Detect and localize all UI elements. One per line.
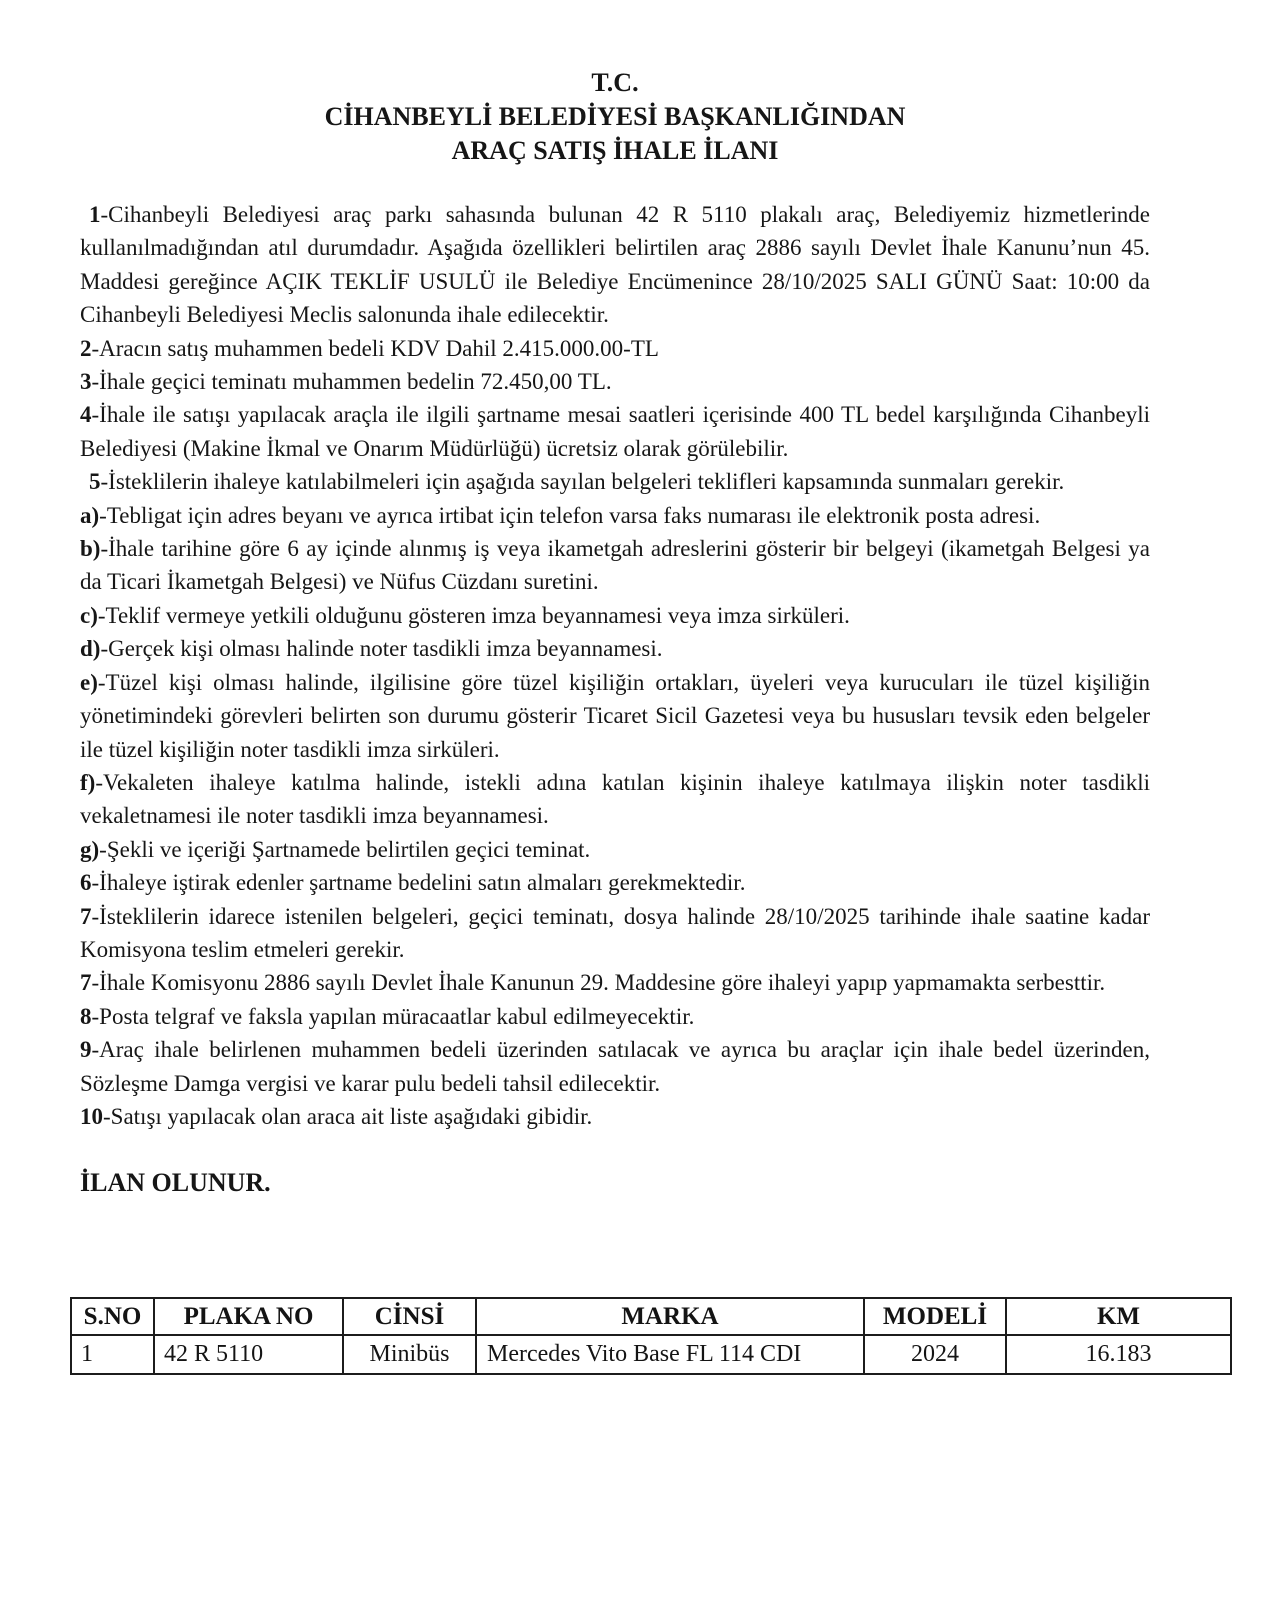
paragraph-1	[80, 198, 1150, 332]
cell-cinsi: Minibüs	[343, 1335, 476, 1374]
paragraph-lead: b)	[80, 536, 101, 562]
document-header	[80, 66, 1150, 168]
paragraph-lead: 7	[80, 903, 92, 929]
paragraph-lead: 10	[80, 1103, 103, 1129]
paragraph-6	[80, 866, 1150, 899]
paragraph-5	[80, 465, 1150, 498]
table-row	[71, 1335, 1231, 1374]
paragraph-text: -İhale tarihine göre 6 ay içinde alınmış iş veya ikametgah adreslerini gösterir bir belgeyi (ikametgah Belgesi ya da Ticari İkametgah Belgesi) ve Nüfus Cüzdanı suretini.	[80, 536, 1150, 595]
paragraph-text: -Aracın satış muhammen bedeli KDV Dahil 2.415.000.00-TL	[91, 335, 659, 361]
paragraph-lead: 9	[80, 1037, 92, 1063]
paragraph-3	[80, 365, 1150, 398]
title-tc: T.C.	[591, 68, 639, 97]
paragraph-lead: c)	[80, 602, 98, 628]
paragraph-text: -İsteklilerin ihaleye katılabilmeleri için aşağıda sayılan belgeleri teklifleri kapsamında sunmaları gerekir.	[100, 469, 1065, 495]
paragraph-lead: g)	[80, 836, 100, 862]
paragraph-lead: e)	[80, 669, 98, 695]
paragraph-a	[80, 499, 1150, 532]
paragraph-10	[80, 1100, 1150, 1133]
paragraph-8	[80, 1000, 1150, 1033]
paragraph-lead: 3	[80, 369, 92, 395]
paragraph-text: -İhale ile satışı yapılacak araçla ile ilgili şartname mesai saatleri içerisinde 400 TL bedel karşılığında Cihanbeyli Belediyesi (Makine İkmal ve Onarım Müdürlüğü) ücretsiz olarak görülebilir.	[80, 402, 1150, 461]
paragraph-text: -Teklif vermeye yetkili olduğunu gösteren imza beyannamesi veya imza sirküleri.	[97, 602, 850, 628]
paragraph-lead: 4	[80, 402, 92, 428]
paragraph-7b	[80, 966, 1150, 999]
header-modeli: MODELİ	[864, 1298, 1006, 1335]
cell-marka: Mercedes Vito Base FL 114 CDI	[476, 1335, 864, 1374]
paragraph-text: -İhaleye iştirak edenler şartname bedelini satın almaları gerekmektedir.	[91, 870, 746, 896]
paragraph-text: -İhale geçici teminatı muhammen bedelin 72.450,00 TL.	[91, 369, 612, 395]
paragraph-text: -Tüzel kişi olması halinde, ilgilisine göre tüzel kişiliğin ortakları, üyeleri veya kurucuları ile tüzel kişiliğin yönetimindeki görevleri belirten son durumu gösterir Ticaret Sicil Gazetesi veya bu hususları tevsik eden belgeler ile tüzel kişiliğin noter tasdikli imza sirküleri.	[80, 669, 1150, 762]
paragraph-text: -Şekli ve içeriği Şartnamede belirtilen geçici teminat.	[99, 836, 591, 862]
paragraph-lead: a)	[80, 502, 100, 528]
paragraph-lead: 2	[80, 335, 92, 361]
header-marka: MARKA	[476, 1298, 864, 1335]
paragraph-c	[80, 599, 1150, 632]
title-municipality: CİHANBEYLİ BELEDİYESİ BAŞKANLIĞINDAN	[324, 102, 906, 131]
paragraph-lead: 1	[89, 202, 101, 227]
paragraph-lead: 5	[89, 469, 101, 495]
paragraph-2	[80, 332, 1150, 365]
paragraph-text: -Araç ihale belirlenen muhammen bedeli üzerinden satılacak ve ayrıca bu araçlar için ihale bedel üzerinden, Sözleşme Damga vergisi ve karar pulu bedeli tahsil edilecektir.	[80, 1037, 1150, 1096]
title-announcement: ARAÇ SATIŞ İHALE İLANI	[451, 136, 779, 165]
paragraph-lead: f)	[80, 769, 96, 795]
cell-sno: 1	[71, 1335, 154, 1374]
vehicle-table	[70, 1297, 1232, 1375]
header-plaka-no: PLAKA NO	[154, 1298, 343, 1335]
paragraph-lead: 6	[80, 870, 92, 896]
closing-statement: İLAN OLUNUR.	[80, 1168, 271, 1198]
header-cinsi: CİNSİ	[343, 1298, 476, 1335]
cell-plaka-no: 42 R 5110	[154, 1335, 343, 1374]
paragraph-b	[80, 532, 1150, 599]
document-body	[80, 198, 1150, 1133]
paragraph-text: -Vekaleten ihaleye katılma halinde, istekli adına katılan kişinin ihaleye katılmaya ilişkin noter tasdikli vekaletnamesi ile noter tasdikli imza beyannamesi.	[80, 769, 1150, 829]
cell-km: 16.183	[1006, 1335, 1231, 1374]
table-header-row	[71, 1298, 1231, 1335]
paragraph-4	[80, 398, 1150, 465]
paragraph-g	[80, 833, 1150, 866]
paragraph-text: -Posta telgraf ve faksla yapılan müracaatlar kabul edilmeyecektir.	[91, 1003, 695, 1029]
paragraph-text: -Tebligat için adres beyanı ve ayrıca irtibat için telefon varsa faks numarası ile elektronik posta adresi.	[99, 502, 1041, 528]
paragraph-d	[80, 632, 1150, 665]
header-sno: S.NO	[71, 1298, 154, 1335]
paragraph-text: -İsteklilerin idarece istenilen belgeleri, geçici teminatı, dosya halinde 28/10/2025 tarihinde ihale saatine kadar Komisyona teslim etmeleri gerekir.	[80, 903, 1150, 962]
paragraph-text: -Satışı yapılacak olan araca ait liste aşağıdaki gibidir.	[103, 1103, 593, 1129]
paragraph-text: -İhale Komisyonu 2886 sayılı Devlet İhale Kanunun 29. Maddesine göre ihaleyi yapıp yapmamakta serbesttir.	[91, 970, 1106, 996]
paragraph-e	[80, 666, 1150, 766]
paragraph-text: -Gerçek kişi olması halinde noter tasdikli imza beyannamesi.	[100, 636, 663, 662]
paragraph-9	[80, 1033, 1150, 1100]
cell-modeli: 2024	[864, 1335, 1006, 1374]
paragraph-7a	[80, 900, 1150, 967]
paragraph-f	[80, 766, 1150, 833]
header-km: KM	[1006, 1298, 1231, 1335]
paragraph-lead: 8	[80, 1003, 92, 1029]
paragraph-lead: d)	[80, 636, 101, 662]
paragraph-text: -Cihanbeyli Belediyesi araç parkı sahasında bulunan 42 R 5110 plakalı araç, Belediyemiz hizmetlerinde kullanılmadığından atıl durumdadır. Aşağıda özellikleri belirtilen araç 2886 sayılı Devlet İhale Kanunu’nun 45. Maddesi gereğince AÇIK TEKLİF USULÜ ile Belediye Encümenince 28/10/2025 SALI GÜNÜ Saat: 10:00 da Cihanbeyli Belediyesi Meclis salonunda ihale edilecektir.	[80, 202, 1150, 328]
paragraph-lead: 7	[80, 970, 92, 996]
